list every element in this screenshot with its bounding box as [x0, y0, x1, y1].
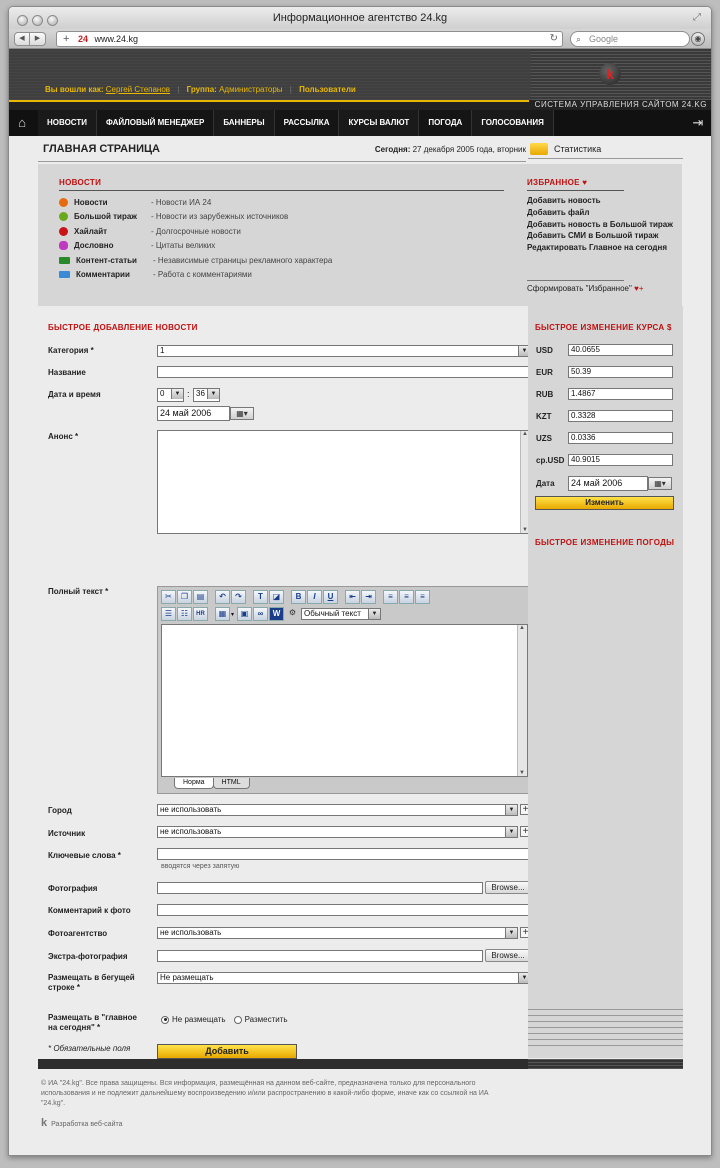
- align-right-icon[interactable]: ≡: [415, 590, 430, 604]
- money-icon: [59, 257, 70, 264]
- italic-icon[interactable]: I: [307, 590, 322, 604]
- title-label: Название: [48, 368, 86, 377]
- favorites-title: [527, 178, 624, 191]
- news-list: [59, 195, 332, 282]
- rate-input-rub[interactable]: 1.4867: [568, 388, 673, 400]
- news-item-name[interactable]: Хайлайт: [74, 226, 108, 236]
- main-today-radio-group: [161, 1015, 288, 1024]
- cut-icon[interactable]: ✂: [161, 590, 176, 604]
- window-title: Информационное агентство 24.kg: [272, 12, 448, 24]
- rate-input-cp-usd[interactable]: 40.9015: [568, 454, 673, 466]
- news-item-big-circulation[interactable]: [59, 210, 332, 225]
- search-input[interactable]: [570, 31, 690, 47]
- favorite-add-file[interactable]: Добавить файл: [527, 207, 590, 217]
- search-icon: ⌕: [576, 34, 582, 44]
- rate-label-usd: USD: [536, 346, 553, 355]
- reload-icon[interactable]: ↻: [549, 33, 558, 44]
- align-center-icon[interactable]: ≡: [399, 590, 414, 604]
- back-button[interactable]: ◀: [14, 32, 30, 46]
- ticker-value: Не размещать: [160, 973, 214, 982]
- developer-link[interactable]: [41, 1117, 123, 1129]
- search-placeholder: Google: [589, 34, 619, 44]
- settings-icon[interactable]: ⚙: [288, 608, 297, 617]
- photo-agency-label: Фотоагентство: [48, 929, 108, 938]
- rate-input-kzt[interactable]: 0.3328: [568, 410, 673, 422]
- photo-file-input[interactable]: [157, 882, 483, 894]
- browser-window: [8, 6, 712, 1156]
- close-window-button[interactable]: [17, 15, 28, 26]
- site-logo-icon[interactable]: k: [599, 63, 621, 85]
- rate-label-cp-usd: cp.USD: [536, 456, 565, 465]
- add-bookmark-icon[interactable]: +: [63, 33, 70, 45]
- bold-icon[interactable]: B: [291, 590, 306, 604]
- quick-news-title: БЫСТРОЕ ДОБАВЛЕНИЕ НОВОСТИ: [48, 323, 198, 332]
- title-input[interactable]: [157, 366, 531, 378]
- main-header: [38, 136, 526, 162]
- group-label: Группа:: [186, 85, 217, 94]
- photo-comment-input[interactable]: [157, 904, 531, 916]
- currency-date-label: Дата: [536, 479, 555, 488]
- site-header: [9, 49, 712, 100]
- minimize-window-button[interactable]: [32, 15, 43, 26]
- favorites-title-text: ИЗБРАННОЕ: [527, 178, 580, 187]
- logout-icon[interactable]: ⇥: [692, 115, 704, 130]
- rate-input-uzs[interactable]: 0.0336: [568, 432, 673, 444]
- add-news-button[interactable]: Добавить: [157, 1044, 297, 1059]
- news-item-news[interactable]: [59, 195, 332, 210]
- keywords-input[interactable]: [157, 848, 531, 860]
- undo-icon[interactable]: ↶: [215, 590, 230, 604]
- news-item-name[interactable]: Новости: [74, 197, 108, 207]
- indent-icon[interactable]: ⇥: [361, 590, 376, 604]
- link-icon[interactable]: ∞: [253, 607, 268, 621]
- site-footer: [9, 1069, 712, 1156]
- menu-item-file-manager[interactable]: ФАЙЛОВЫЙ МЕНЕДЖЕР: [97, 110, 214, 136]
- hour-value: 0: [160, 389, 165, 398]
- rate-label-uzs: UZS: [536, 434, 552, 443]
- word-icon[interactable]: W: [269, 607, 284, 621]
- news-item-desc: - Цитаты великих: [151, 241, 216, 251]
- source-label: Источник: [48, 829, 86, 838]
- form-favorites-text[interactable]: Сформировать "Избранное": [527, 284, 632, 293]
- text-color-icon[interactable]: T: [253, 590, 268, 604]
- user-line: Вы вошли как: Сергей Степанов | Группа: Администраторы | Пользователи: [45, 85, 356, 94]
- cms-bar: [9, 100, 712, 110]
- main-menu: [9, 110, 712, 136]
- menu-item-weather[interactable]: ПОГОДА: [419, 110, 472, 136]
- news-section-title: НОВОСТИ: [59, 178, 504, 191]
- address-text: www.24.kg: [94, 34, 139, 44]
- category-select[interactable]: [157, 345, 531, 357]
- overview-panel: [38, 164, 682, 306]
- currency-calendar-icon[interactable]: ▦▾: [648, 477, 672, 490]
- news-item-name[interactable]: Большой тираж: [74, 212, 137, 222]
- radio-not-place-label[interactable]: Не размещать: [172, 1015, 226, 1024]
- required-note: * Обязательные поля: [48, 1044, 131, 1053]
- currency-date-value: 24 май 2006: [571, 478, 623, 488]
- news-date-input[interactable]: [157, 406, 230, 421]
- menu-item-news[interactable]: НОВОСТИ: [38, 110, 97, 136]
- user-name-link[interactable]: Сергей Степанов: [105, 85, 171, 94]
- table-icon[interactable]: ▦: [215, 607, 230, 621]
- photo-label: Фотография: [48, 884, 98, 893]
- outdent-icon[interactable]: ⇤: [345, 590, 360, 604]
- globe-icon: [59, 212, 68, 221]
- rich-text-editor: ✂ ❐ ▤ ↶ ↷ T ◪ B I U ⇤ ⇥ ≡ ≡ ≡ ☰ ☷ HR ▦ ▾ ▣ ∞ W ⚙ Обычный текст ▼ ▲ ▼ Норма HTML: [157, 586, 531, 794]
- photo-comment-label: Комментарий к фото: [48, 906, 131, 915]
- ordered-list-icon[interactable]: ☰: [161, 607, 176, 621]
- group-value: Администраторы: [219, 85, 283, 94]
- news-item-desc: - Работа с комментариями: [153, 270, 252, 280]
- format-select[interactable]: [301, 608, 381, 620]
- announce-textarea[interactable]: [157, 430, 531, 534]
- calendar-icon[interactable]: ▦▾: [230, 407, 254, 420]
- news-item-content[interactable]: [59, 253, 332, 268]
- bullet-list-icon[interactable]: ☷: [177, 607, 192, 621]
- favorite-add-big-circulation-news[interactable]: Добавить новость в Большой тираж: [527, 219, 673, 229]
- news-item-name[interactable]: Комментарии: [76, 270, 130, 280]
- news-item-desc: - Новости ИА 24: [151, 197, 212, 207]
- heart-icon: ♥: [582, 178, 588, 187]
- format-value: Обычный текст: [304, 609, 361, 618]
- address-bar[interactable]: [56, 31, 563, 47]
- favorite-add-media[interactable]: Добавить СМИ в Большой тираж: [527, 231, 659, 241]
- heart-plus-icon: ♥+: [634, 284, 644, 293]
- logged-in-label: Вы вошли как:: [45, 85, 104, 94]
- news-item-highlight[interactable]: [59, 224, 332, 239]
- source-select[interactable]: [157, 826, 518, 838]
- add-photo-agency-icon[interactable]: +: [520, 927, 531, 938]
- news-item-desc: - Новости из зарубежных источников: [151, 212, 289, 222]
- news-item-quotes[interactable]: [59, 239, 332, 254]
- category-value: 1: [160, 346, 165, 355]
- title-bar: [9, 7, 711, 29]
- photo-agency-select[interactable]: [157, 927, 518, 939]
- minute-value: 36: [196, 389, 205, 398]
- city-label: Город: [48, 806, 72, 815]
- news-item-comments[interactable]: [59, 268, 332, 283]
- horizontal-rule-icon[interactable]: HR: [193, 607, 208, 621]
- bg-color-icon[interactable]: ◪: [269, 590, 284, 604]
- currency-title: БЫСТРОЕ ИЗМЕНЕНИЕ КУРСА $: [535, 323, 672, 332]
- add-source-icon[interactable]: +: [520, 826, 531, 837]
- form-favorites-link[interactable]: [527, 284, 644, 293]
- rate-input-eur[interactable]: 50.39: [568, 366, 673, 378]
- browser-toolbar: [9, 29, 711, 49]
- datetime-label: Дата и время: [48, 390, 101, 399]
- extra-photo-file-input[interactable]: [157, 950, 483, 962]
- extra-photo-label: Экстра-фотография: [48, 952, 128, 961]
- ticker-select[interactable]: [157, 972, 531, 984]
- city-select[interactable]: [157, 804, 518, 816]
- city-value: не использовать: [160, 805, 222, 814]
- extra-photo-browse-button[interactable]: Browse...: [485, 949, 531, 962]
- rate-label-kzt: KZT: [536, 412, 552, 421]
- hour-select[interactable]: [157, 388, 184, 402]
- page-title: ГЛАВНАЯ СТРАНИЦА: [43, 143, 160, 155]
- menu-item-mailing[interactable]: РАССЫЛКА: [275, 110, 340, 136]
- weather-title: БЫСТРОЕ ИЗМЕНЕНИЕ ПОГОДЫ: [535, 538, 675, 547]
- developer-logo-icon: k: [41, 1117, 48, 1129]
- fulltext-editor-area[interactable]: [161, 624, 528, 777]
- news-item-name[interactable]: Контент-статьи: [76, 255, 137, 265]
- news-item-desc: - Независимые страницы рекламного характера: [153, 255, 333, 265]
- news-date-value: 24 май 2006: [160, 408, 212, 418]
- news-item-desc: - Долгосрочные новости: [151, 226, 241, 236]
- photo-browse-button[interactable]: Browse...: [485, 881, 531, 894]
- image-icon[interactable]: ▣: [237, 607, 252, 621]
- copyright-text: © ИА "24.kg". Все права защищены. Вся информация, размещённая на данном веб-сайте, предназначена только для персонального использования и не подлежит дальнейшему воспроизведению и/или распространению в какой-либо форме, иначе как со ссылкой на ИА "24.kg".: [41, 1080, 489, 1107]
- tab-normal[interactable]: Норма: [174, 778, 214, 789]
- rate-input-usd[interactable]: 40.0655: [568, 344, 673, 356]
- quick-news-form: БЫСТРОЕ ДОБАВЛЕНИЕ НОВОСТИ Категория * 1 ▼ Название Дата и время 0 ▼ : 36 ▼ 24 май 2006 ▦▾ Анонс * ▲ ▼ Полный текст * ✂ ❐ ▤ ↶ ↷ T ◪ B I U ⇤ ⇥ ≡ ≡ ≡ ☰ ☷ HR ▦ ▾ ▣ ∞ W ⚙ Обычный текст ▼ ▲ ▼ Норма HTML Город не использовать ▼ + Источник не использовать ▼ + Ключевые слова * вводятся через запятую Фотография Browse... Комментарий к фото Фотоагентство не использовать ▼ + Экстра-фотография Browse... Размещать в бегущей строке * Не размещать ▼ Размещать в "главное на сегодня" * Не размещать Разместить * Обязательные поля Добавить: [38, 306, 528, 1058]
- cms-title: СИСТЕМА УПРАВЛЕНИЯ САЙТОМ 24.KG: [534, 100, 707, 109]
- paste-icon[interactable]: ▤: [193, 590, 208, 604]
- favicon-icon: 24: [77, 34, 88, 44]
- radio-not-place[interactable]: [161, 1016, 169, 1024]
- rate-label-eur: EUR: [536, 368, 553, 377]
- rate-label-rub: RUB: [536, 390, 554, 399]
- add-city-icon[interactable]: +: [520, 804, 531, 815]
- fire-icon: [59, 198, 68, 207]
- today-label: Сегодня:: [374, 145, 411, 154]
- radio-place[interactable]: [234, 1016, 242, 1024]
- home-icon[interactable]: ⌂: [18, 115, 26, 130]
- forward-button[interactable]: ▶: [30, 32, 46, 46]
- favorite-add-news[interactable]: Добавить новость: [527, 196, 601, 205]
- minute-select[interactable]: [193, 388, 220, 402]
- zoom-window-button[interactable]: [47, 15, 58, 26]
- users-link[interactable]: Пользователи: [299, 85, 356, 94]
- change-rates-button[interactable]: Изменить: [535, 496, 674, 510]
- speech-bubble-icon: [59, 241, 68, 250]
- today-date: [375, 145, 526, 154]
- menu-item-currency[interactable]: КУРСЫ ВАЛЮТ: [339, 110, 419, 136]
- right-sidebar: [528, 306, 683, 1058]
- logo-area: [531, 49, 712, 100]
- fulltext-label: Полный текст *: [48, 587, 109, 596]
- favorites-list: [527, 195, 673, 254]
- alert-icon: [59, 227, 68, 236]
- redo-icon[interactable]: ↷: [231, 590, 246, 604]
- announce-label: Анонс *: [48, 432, 79, 441]
- radio-place-label[interactable]: Разместить: [244, 1015, 288, 1024]
- page: [9, 49, 712, 1156]
- tab-statistics-label: Статистика: [554, 144, 602, 154]
- currency-date-input[interactable]: [568, 476, 648, 491]
- category-label: Категория *: [48, 346, 94, 355]
- underline-icon[interactable]: U: [323, 590, 338, 604]
- photo-agency-value: не использовать: [160, 928, 222, 937]
- comment-icon: [59, 271, 70, 278]
- ticker-label: Размещать в бегущей строке *: [48, 973, 135, 992]
- main-today-label: Размещать в "главное на сегодня" *: [48, 1013, 137, 1032]
- today-value: 27 декабря 2005 года, вторник: [412, 145, 526, 154]
- news-item-name[interactable]: Дословно: [74, 241, 114, 251]
- menu-item-banners[interactable]: БАННЕРЫ: [214, 110, 274, 136]
- keywords-label: Ключевые слова *: [48, 851, 121, 860]
- developer-text[interactable]: Разработка веб-сайта: [51, 1121, 123, 1128]
- fullscreen-icon[interactable]: ⤢: [693, 12, 701, 23]
- tab-html[interactable]: HTML: [213, 778, 250, 789]
- tab-statistics[interactable]: [528, 139, 683, 159]
- favorite-edit-main-today[interactable]: Редактировать Главное на сегодня: [527, 243, 668, 253]
- keywords-hint: вводятся через запятую: [161, 863, 240, 870]
- copy-icon[interactable]: ❐: [177, 590, 192, 604]
- editor-scrollbar[interactable]: [517, 625, 527, 776]
- source-value: не использовать: [160, 827, 222, 836]
- align-left-icon[interactable]: ≡: [383, 590, 398, 604]
- menu-item-polls[interactable]: ГОЛОСОВАНИЯ: [472, 110, 554, 136]
- folder-icon: [530, 143, 548, 155]
- downloads-icon[interactable]: ◉: [691, 32, 705, 46]
